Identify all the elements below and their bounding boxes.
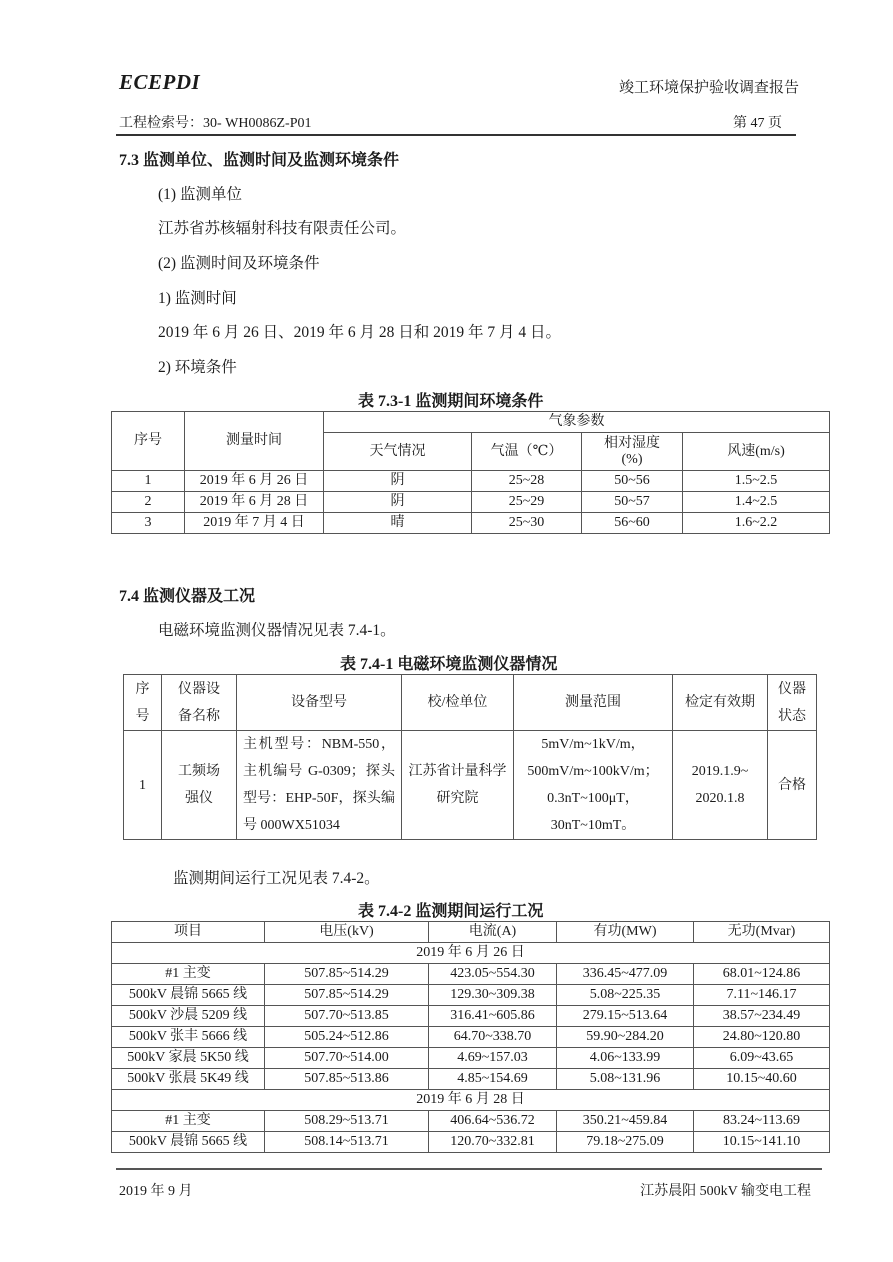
section-7-4-title: 7.4 监测仪器及工况: [119, 588, 256, 605]
validity-line: 2019.1.9~: [691, 764, 749, 779]
header-humidity-line1: 相对湿度: [604, 435, 660, 451]
cell-reactive-power: 6.09~43.65: [694, 1048, 830, 1069]
table-row: [124, 731, 817, 840]
cell-active-power: 279.15~513.64: [557, 1006, 694, 1027]
cell-voltage: 507.85~514.29: [265, 964, 429, 985]
cell-voltage: 508.14~513.71: [265, 1132, 429, 1153]
cell-active-power: 350.21~459.84: [557, 1111, 694, 1132]
table-row: [112, 1132, 830, 1153]
header-active-power: 有功(MW): [557, 922, 694, 943]
cell-active-power: 336.45~477.09: [557, 964, 694, 985]
sub-heading-monitoring-unit: (1) 监测单位: [158, 186, 242, 203]
table-row: [112, 1111, 830, 1132]
footer-date: 2019 年 9 月: [119, 1184, 193, 1199]
range-line: 0.3nT~100μT，: [547, 791, 639, 806]
cell-voltage: 507.85~513.86: [265, 1069, 429, 1090]
cell-wind: 1.5~2.5: [683, 471, 830, 492]
header-humidity-line2: (%): [621, 451, 643, 467]
cell-item: 500kV 张晨 5K49 线: [112, 1069, 265, 1090]
item-monitoring-time: 1) 监测时间: [158, 290, 237, 307]
cell-seq: 3: [112, 513, 185, 534]
header-reactive-power: 无功(Mvar): [694, 922, 830, 943]
table-row: [112, 1048, 830, 1069]
cell-item: 500kV 沙晨 5209 线: [112, 1006, 265, 1027]
table-row: [112, 471, 830, 492]
cell-time: 2019 年 6 月 28 日: [185, 492, 324, 513]
cell-time: 2019 年 7 月 4 日: [185, 513, 324, 534]
table-7-4-2-caption: 表 7.4-2 监测期间运行工况: [358, 903, 544, 920]
cell-humidity: 56~60: [582, 513, 683, 534]
header-time: 测量时间: [185, 412, 324, 471]
cell-instrument-name: 工频场强仪: [162, 731, 237, 840]
cell-reactive-power: 38.57~234.49: [694, 1006, 830, 1027]
cell-voltage: 507.70~513.85: [265, 1006, 429, 1027]
cell-active-power: 79.18~275.09: [557, 1132, 694, 1153]
cell-item: 500kV 家晨 5K50 线: [112, 1048, 265, 1069]
cell-temperature: 25~30: [472, 513, 582, 534]
cell-item: 500kV 张丰 5666 线: [112, 1027, 265, 1048]
header-validity: 检定有效期: [673, 675, 768, 731]
cell-temperature: 25~29: [472, 492, 582, 513]
header-wind: 风速(m/s): [683, 433, 830, 471]
table-row: [112, 1027, 830, 1048]
instrument-table: [123, 674, 817, 840]
cell-current: 129.30~309.38: [429, 985, 557, 1006]
cell-model: 主机型号：NBM-550，主机编号 G-0309；探头型号：EHP-50F，探头编号 000WX51034: [237, 731, 402, 840]
header-voltage: 电压(kV): [265, 922, 429, 943]
cell-active-power: 5.08~225.35: [557, 985, 694, 1006]
cell-current: 4.85~154.69: [429, 1069, 557, 1090]
monitoring-unit-text: 江苏省苏核辐射科技有限责任公司。: [158, 220, 407, 237]
cell-weather: 阴: [324, 471, 472, 492]
header-measurement-range: 测量范围: [514, 675, 673, 731]
range-line: 500mV/m~100kV/m；: [527, 764, 659, 779]
cell-voltage: 507.85~514.29: [265, 985, 429, 1006]
cell-active-power: 5.08~131.96: [557, 1069, 694, 1090]
cell-voltage: 507.70~514.00: [265, 1048, 429, 1069]
table-row: [112, 513, 830, 534]
table-row: [112, 964, 830, 985]
item-environment-conditions: 2) 环境条件: [158, 359, 237, 376]
cell-active-power: 59.90~284.20: [557, 1027, 694, 1048]
header-weather-group: 气象参数: [324, 412, 830, 433]
header-seq: 序号: [112, 412, 185, 471]
header-current: 电流(A): [429, 922, 557, 943]
table-row: [112, 985, 830, 1006]
header-calibration-unit: 校/检单位: [402, 675, 514, 731]
date-group-row: 2019 年 6 月 26 日: [112, 943, 830, 964]
footer-divider: [116, 1168, 822, 1170]
header-divider: [116, 134, 796, 136]
cell-status: 合格: [768, 731, 817, 840]
cell-current: 4.69~157.03: [429, 1048, 557, 1069]
cell-reactive-power: 10.15~141.10: [694, 1132, 830, 1153]
cell-reactive-power: 7.11~146.17: [694, 985, 830, 1006]
sub-heading-time-conditions: (2) 监测时间及环境条件: [158, 255, 320, 272]
table-row: [112, 1006, 830, 1027]
cell-calibration-unit: 江苏省计量科学研究院: [402, 731, 514, 840]
header-model: 设备型号: [237, 675, 402, 731]
cell-reactive-power: 68.01~124.86: [694, 964, 830, 985]
table-7-3-1-caption: 表 7.3-1 监测期间环境条件: [358, 393, 544, 410]
operating-conditions-table: [111, 921, 830, 1153]
range-line: 5mV/m~1kV/m，: [541, 737, 645, 752]
cell-current: 64.70~338.70: [429, 1027, 557, 1048]
cell-reactive-power: 83.24~113.69: [694, 1111, 830, 1132]
cell-current: 423.05~554.30: [429, 964, 557, 985]
cell-humidity: 50~57: [582, 492, 683, 513]
header-weather: 天气情况: [324, 433, 472, 471]
header-status: 仪器状态: [768, 675, 817, 731]
cell-current: 120.70~332.81: [429, 1132, 557, 1153]
section-7-3-title: 7.3 监测单位、监测时间及监测环境条件: [119, 152, 400, 169]
date-group-row: 2019 年 6 月 28 日: [112, 1090, 830, 1111]
cell-voltage: 508.29~513.71: [265, 1111, 429, 1132]
cell-weather: 晴: [324, 513, 472, 534]
header-instrument-name: 仪器设备名称: [162, 675, 237, 731]
header-temperature: 气温（℃）: [472, 433, 582, 471]
cell-temperature: 25~28: [472, 471, 582, 492]
cell-wind: 1.6~2.2: [683, 513, 830, 534]
section-7-4-intro: 电磁环境监测仪器情况见表 7.4-1。: [158, 622, 396, 639]
cell-current: 406.64~536.72: [429, 1111, 557, 1132]
cell-item: 500kV 晨锦 5665 线: [112, 1132, 265, 1153]
project-index-number: 工程检索号：30- WH0086Z-P01: [119, 116, 312, 131]
page-number: 第 47 页: [733, 116, 782, 131]
footer-project-name: 江苏晨阳 500kV 输变电工程: [640, 1184, 811, 1199]
cell-item: #1 主变: [112, 964, 265, 985]
cell-reactive-power: 24.80~120.80: [694, 1027, 830, 1048]
header-seq: 序号: [124, 675, 162, 731]
table-row: [112, 1069, 830, 1090]
document-type: 竣工环境保护验收调查报告: [618, 80, 799, 96]
cell-time: 2019 年 6 月 26 日: [185, 471, 324, 492]
header-item: 项目: [112, 922, 265, 943]
cell-seq: 1: [112, 471, 185, 492]
cell-voltage: 505.24~512.86: [265, 1027, 429, 1048]
cell-humidity: 50~56: [582, 471, 683, 492]
section-7-4-intro-2: 监测期间运行工况见表 7.4-2。: [173, 870, 380, 887]
cell-seq: 1: [124, 731, 162, 840]
cell-item: #1 主变: [112, 1111, 265, 1132]
cell-active-power: 4.06~133.99: [557, 1048, 694, 1069]
environment-conditions-table: [111, 411, 830, 534]
logo: ECEPDI: [119, 70, 201, 94]
cell-measurement-range: [514, 731, 673, 840]
cell-current: 316.41~605.86: [429, 1006, 557, 1027]
cell-weather: 阴: [324, 492, 472, 513]
table-7-4-1-caption: 表 7.4-1 电磁环境监测仪器情况: [340, 656, 558, 673]
cell-item: 500kV 晨锦 5665 线: [112, 985, 265, 1006]
cell-wind: 1.4~2.5: [683, 492, 830, 513]
monitoring-time-text: 2019 年 6 月 26 日、2019 年 6 月 28 日和 2019 年 7 月 4 日。: [158, 324, 562, 341]
cell-reactive-power: 10.15~40.60: [694, 1069, 830, 1090]
header-humidity: [582, 433, 683, 471]
range-line: 30nT~10mT。: [550, 818, 636, 833]
table-row: [112, 492, 830, 513]
validity-line: 2020.1.8: [695, 791, 745, 806]
cell-validity: [673, 731, 768, 840]
cell-seq: 2: [112, 492, 185, 513]
